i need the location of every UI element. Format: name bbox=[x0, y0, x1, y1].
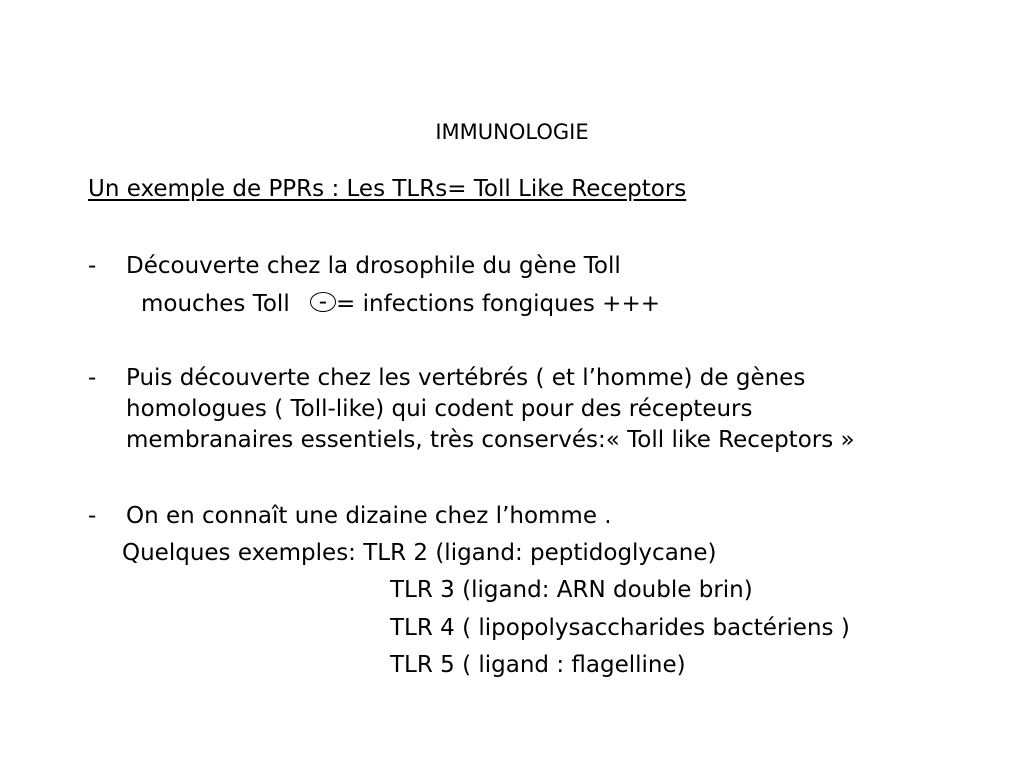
examples-label: Quelques exemples: TLR 2 (ligand: peptidoglycane) bbox=[122, 540, 717, 566]
example-tlr3: TLR 3 (ligand: ARN double brin) bbox=[390, 577, 753, 603]
circled-minus: - bbox=[310, 292, 336, 312]
bullet2-line3: membranaires essentiels, très conservés:« Toll like Receptors » bbox=[126, 427, 855, 453]
bullet1-line2-prefix: mouches Toll bbox=[141, 291, 290, 317]
bullet-dash: - bbox=[88, 503, 97, 529]
slide-subtitle: Un exemple de PPRs : Les TLRs= Toll Like Receptors bbox=[88, 176, 687, 202]
bullet-dash: - bbox=[88, 365, 97, 391]
bullet1-line2-suffix: = infections fongiques +++ bbox=[336, 291, 660, 317]
bullet1-line1: Découverte chez la drosophile du gène Toll bbox=[126, 253, 621, 279]
bullet3-line1: On en connaît une dizaine chez l’homme . bbox=[126, 503, 612, 529]
bullet1-line2 bbox=[141, 289, 660, 317]
example-tlr4: TLR 4 ( lipopolysaccharides bactériens ) bbox=[390, 615, 850, 641]
example-tlr5: TLR 5 ( ligand : flagelline) bbox=[390, 652, 686, 678]
slide-title: IMMUNOLOGIE bbox=[435, 120, 589, 144]
bullet2-line2: homologues ( Toll-like) qui codent pour des récepteurs bbox=[126, 396, 753, 422]
bullet-dash: - bbox=[88, 253, 97, 279]
bullet2-line1: Puis découverte chez les vertébrés ( et l’homme) de gènes bbox=[126, 365, 806, 391]
